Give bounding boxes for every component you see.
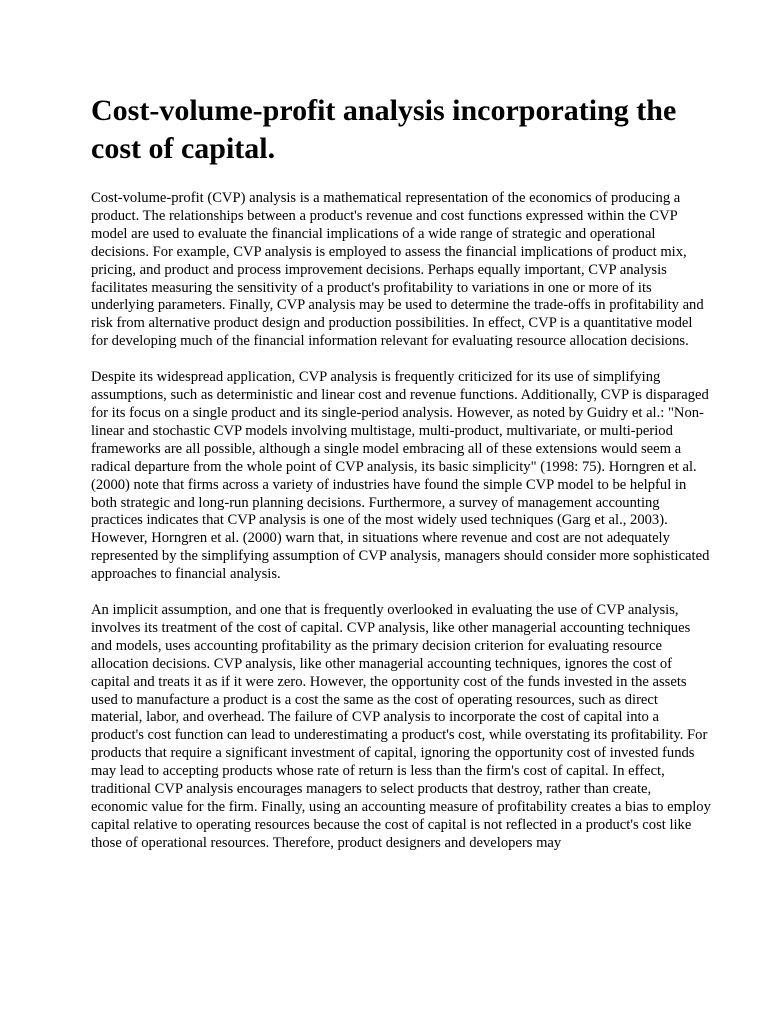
document-body	[91, 92, 711, 871]
paragraph-1: Cost-volume-profit (CVP) analysis is a mathematical representation of the economics of producing a product. The relationships between a product's revenue and cost functions expressed within the CVP model are used to evaluate the financial implications of a wide range of strategic and operational decisions. For example, CVP analysis is employed to assess the financial implications of product mix, pricing, and product and process improvement decisions. Perhaps equally important, CVP analysis facilitates measuring the sensitivity of a product's profitability to variations in one or more of its underlying parameters. Finally, CVP analysis may be used to determine the trade-offs in profitability and risk from alternative product design and production possibilities. In effect, CVP is a quantitative model for developing much of the financial information relevant for evaluating resource allocation decisions.	[91, 190, 704, 350]
paragraph-3: An implicit assumption, and one that is frequently overlooked in evaluating the use of CVP analysis, involves its treatment of the cost of capital. CVP analysis, like other managerial accounting techniques and models, uses accounting profitability as the primary decision criterion for evaluating resource allocation decisions. CVP analysis, like other managerial accounting techniques, ignores the cost of capital and treats it as if it were zero. However, the opportunity cost of the funds invested in the assets used to manufacture a product is a cost the same as the cost of operating resources, such as direct material, labor, and overhead. The failure of CVP analysis to incorporate the cost of capital into a product's cost function can lead to underestimating a product's cost, while overstating its profitability. For products that require a significant investment of capital, ignoring the opportunity cost of invested funds may lead to accepting products whose rate of return is less than the firm's cost of capital. In effect, traditional CVP analysis encourages managers to select products that destroy, rather than create, economic value for the firm. Finally, using an accounting measure of profitability creates a bias to employ capital relative to operating resources because the cost of capital is not reflected in a product's cost like those of operational resources. Therefore, product designers and developers may	[91, 602, 711, 851]
paragraph-2: Despite its widespread application, CVP analysis is frequently criticized for its use of simplifying assumptions, such as deterministic and linear cost and revenue functions. Additionally, CVP is disparaged for its focus on a single product and its single-period analysis. However, as noted by Guidry et al.: "Non-linear and stochastic CVP models involving multistage, multi-product, multivariate, or multi-period frameworks are all possible, although a single model embracing all of these extensions would seem a radical departure from the whole point of CVP analysis, its basic simplicity" (1998: 75). Horngren et al. (2000) note that firms across a variety of industries have found the simple CVP model to be helpful in both strategic and long-run planning decisions. Furthermore, a survey of management accounting practices indicates that CVP analysis is one of the most widely used techniques (Garg et al., 2003). However, Horngren et al. (2000) warn that, in situations where revenue and cost are not adequately represented by the simplifying assumption of CVP analysis, managers should consider more sophisticated approaches to financial analysis.	[91, 369, 710, 583]
document-title: Cost-volume-profit analysis incorporating the cost of capital.	[91, 94, 677, 165]
